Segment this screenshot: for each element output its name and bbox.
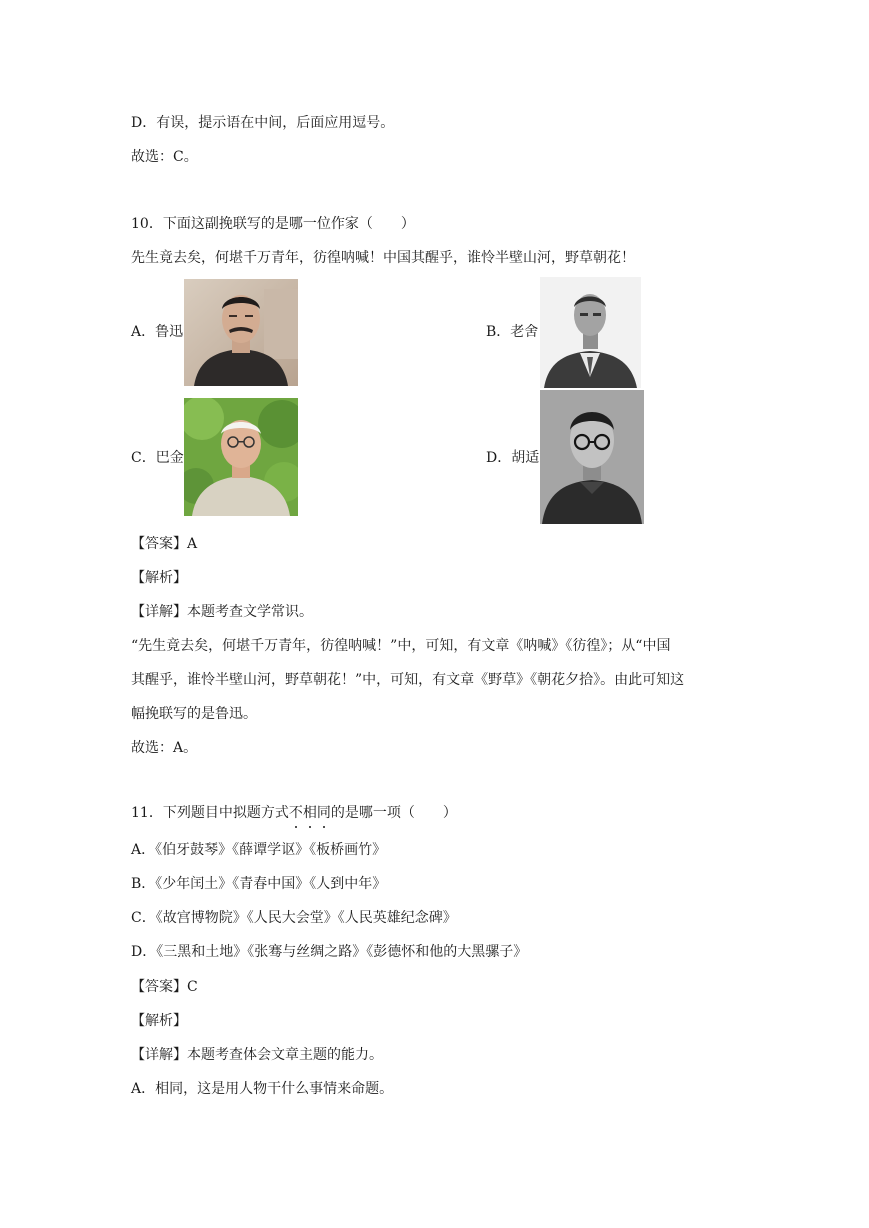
option-a-label: A．鲁迅 — [131, 324, 184, 340]
q11-option-a: A．《伯牙鼓琴》《薛谭学讴》《板桥画竹》 — [131, 842, 387, 858]
option-d-label: D．胡适 — [486, 450, 540, 466]
q11-stem — [131, 803, 457, 823]
q11-emph-char: 同 — [316, 805, 331, 821]
q11-option-d: D．《三黑和土地》《张骞与丝绸之路》《彭德怀和他的大黑骡子》 — [131, 944, 528, 960]
q11-emph-char: 相 — [302, 805, 317, 821]
portrait-c — [184, 398, 298, 516]
q10-answer: 【答案】A — [131, 536, 198, 552]
q11-option-b: B．《少年闰土》《青春中国》《人到中年》 — [131, 876, 387, 892]
q9-select: 故选：C。 — [131, 149, 198, 165]
q10-explanation-line3: 幅挽联写的是鲁迅。 — [131, 706, 257, 722]
option-b-label: B．老舍 — [486, 324, 539, 340]
q11-emph-char: 不 — [288, 805, 303, 821]
portrait-b — [540, 277, 641, 388]
q11-stem-after: 的是哪一项（ ） — [330, 805, 457, 821]
q11-explanation-a: A．相同，这是用人物干什么事情来命题。 — [131, 1081, 394, 1097]
q10-detail: 【详解】本题考查文学常识。 — [131, 604, 313, 620]
q11-detail: 【详解】本题考查体会文章主题的能力。 — [131, 1047, 383, 1063]
q10-explanation-line1: “先生竟去矣，何堪千万青年，彷徨呐喊！”中，可知，有文章《呐喊》《彷徨》；从“中国 — [131, 638, 671, 654]
q10-stem: 10．下面这副挽联写的是哪一位作家（ ） — [131, 216, 415, 232]
q10-select: 故选：A。 — [131, 740, 198, 756]
q11-stem-before: 11．下列题目中拟题方式 — [131, 805, 289, 821]
q10-couplet: 先生竟去矣，何堪千万青年，彷徨呐喊！中国其醒乎，谁怜半壁山河，野草朝花！ — [131, 250, 635, 266]
q10-explanation-line2: 其醒乎，谁怜半壁山河，野草朝花！”中，可知，有文章《野草》《朝花夕拾》。由此可知这 — [131, 672, 685, 688]
portrait-d — [540, 390, 644, 524]
option-c-label: C．巴金 — [131, 450, 184, 466]
q11-analysis-heading: 【解析】 — [131, 1013, 187, 1029]
q10-analysis-heading: 【解析】 — [131, 570, 187, 586]
q11-answer: 【答案】C — [131, 979, 198, 995]
portrait-a — [184, 279, 298, 386]
q9-option-d: D．有误，提示语在中间，后面应用逗号。 — [131, 115, 395, 131]
q11-option-c: C．《故宫博物院》《人民大会堂》《人民英雄纪念碑》 — [131, 910, 457, 926]
